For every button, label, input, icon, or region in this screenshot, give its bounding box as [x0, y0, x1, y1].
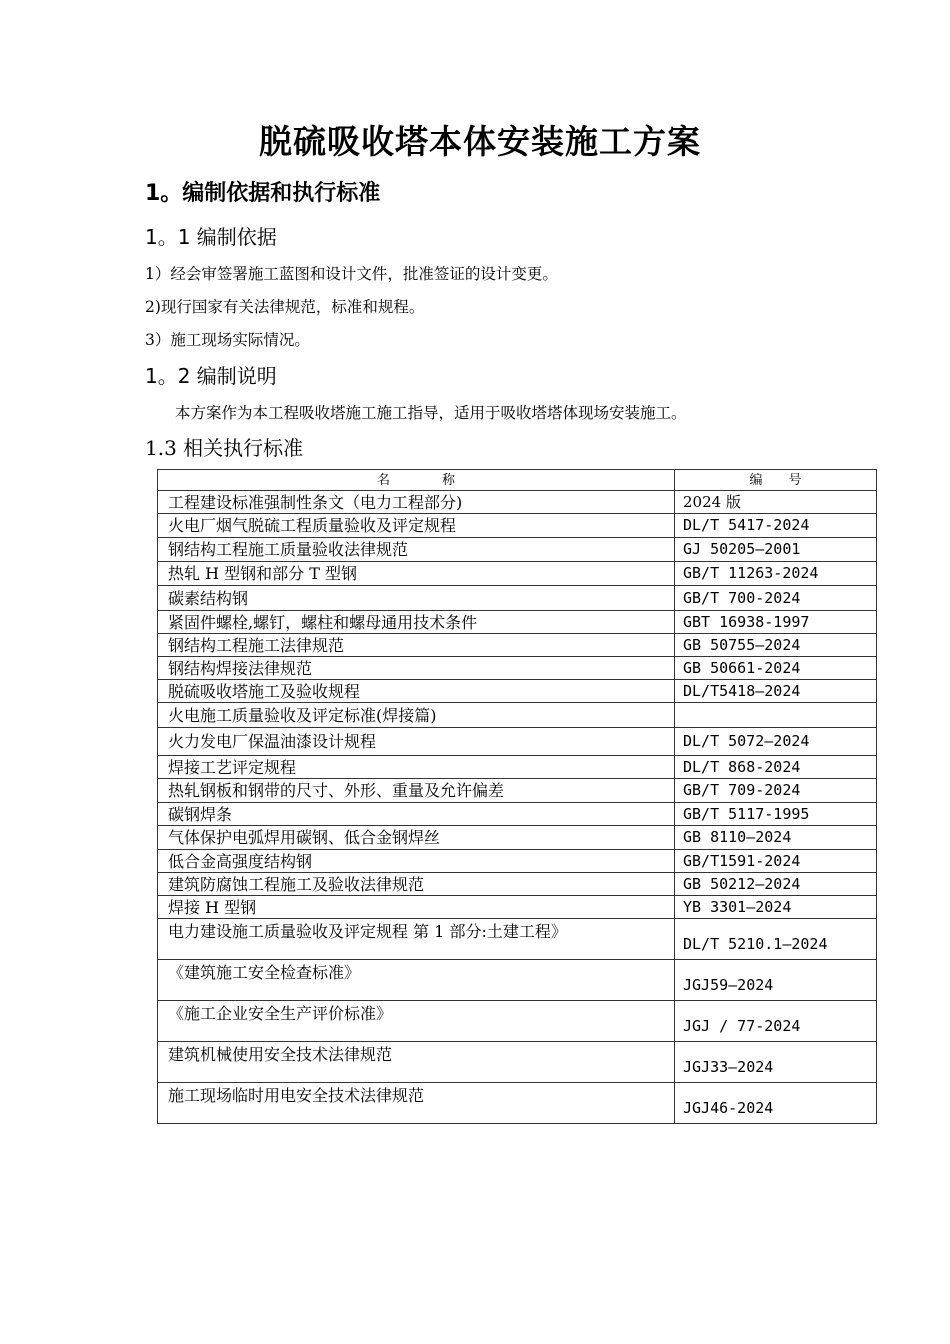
table-header-row: [158, 470, 877, 491]
header-code: 编 号: [675, 470, 877, 491]
document-title: 脱硫吸收塔本体安装施工方案: [259, 122, 701, 161]
table-row: [158, 514, 877, 538]
standard-name-cell: 脱硫吸收塔施工及验收规程: [158, 680, 675, 703]
table-row: [158, 1042, 877, 1083]
table-row: [158, 850, 877, 873]
table-row: [158, 538, 877, 562]
standard-code-cell: GBT 16938-1997: [675, 611, 877, 634]
standard-name-cell: 碳钢焊条: [158, 803, 675, 826]
table-row: [158, 680, 877, 703]
standards-table: [157, 469, 877, 1124]
standard-code-cell: JGJ46-2024: [675, 1083, 877, 1124]
table-row: [158, 634, 877, 657]
table-row: [158, 586, 877, 611]
standard-name-cell: 碳素结构钢: [158, 586, 675, 611]
table-row: [158, 562, 877, 586]
explanation-paragraph: 本方案作为本工程吸收塔施工施工指导，适用于吸收塔塔体现场安装施工。: [175, 404, 687, 422]
table-row: [158, 919, 877, 960]
table-row: [158, 491, 877, 514]
table-row: [158, 1001, 877, 1042]
standard-name-cell: 钢结构焊接法律规范: [158, 657, 675, 680]
standard-name-cell: 建筑防腐蚀工程施工及验收法律规范: [158, 873, 675, 896]
standard-name-cell: 紧固件螺栓,螺钉，螺柱和螺母通用技术条件: [158, 611, 675, 634]
standard-name-cell: 《施工企业安全生产评价标准》: [158, 1001, 675, 1042]
header-name: 名 称: [158, 470, 675, 491]
standard-name-cell: 建筑机械使用安全技术法律规范: [158, 1042, 675, 1083]
table-row: [158, 826, 877, 850]
standard-name-cell: 热轧 H 型钢和部分 T 型钢: [158, 562, 675, 586]
section-1-2-heading: 1。2 编制说明: [145, 364, 277, 388]
standard-code-cell: GB 50212—2024: [675, 873, 877, 896]
standard-code-cell: YB 3301—2024: [675, 896, 877, 919]
standard-code-cell: GJ 50205—2001: [675, 538, 877, 562]
table-row: [158, 728, 877, 756]
table-row: [158, 756, 877, 779]
basis-item-1: 1）经会审签署施工蓝图和设计文件，批准签证的设计变更。: [145, 265, 558, 283]
table-row: [158, 779, 877, 803]
table-body: [158, 491, 877, 1124]
standard-code-cell: GB 50755—2024: [675, 634, 877, 657]
standard-code-cell: JGJ / 77-2024: [675, 1001, 877, 1042]
table-row: [158, 960, 877, 1001]
standard-code-cell: GB/T 11263-2024: [675, 562, 877, 586]
table-row: [158, 1083, 877, 1124]
standard-name-cell: 热轧钢板和钢带的尺寸、外形、重量及允许偏差: [158, 779, 675, 803]
standard-code-cell: GB/T 709-2024: [675, 779, 877, 803]
standard-name-cell: 气体保护电弧焊用碳钢、低合金钢焊丝: [158, 826, 675, 850]
standard-code-cell: GB/T1591-2024: [675, 850, 877, 873]
table-row: [158, 611, 877, 634]
standard-code-cell: JGJ33—2024: [675, 1042, 877, 1083]
standard-name-cell: 钢结构工程施工法律规范: [158, 634, 675, 657]
basis-item-2: 2)现行国家有关法律规范，标准和规程。: [145, 298, 425, 316]
standard-name-cell: 焊接工艺评定规程: [158, 756, 675, 779]
standard-code-cell: GB/T 700-2024: [675, 586, 877, 611]
table-row: [158, 703, 877, 728]
standard-code-cell: GB 8110—2024: [675, 826, 877, 850]
standard-name-cell: 电力建设施工质量验收及评定规程 第 1 部分:土建工程》: [158, 919, 675, 960]
table-row: [158, 803, 877, 826]
standard-name-cell: 钢结构工程施工质量验收法律规范: [158, 538, 675, 562]
table-row: [158, 657, 877, 680]
section-1-3-heading: 1.3 相关执行标准: [145, 436, 304, 460]
section-1-1-heading: 1。1 编制依据: [145, 225, 277, 249]
standard-code-cell: DL/T 5210.1—2024: [675, 919, 877, 960]
standard-name-cell: 低合金高强度结构钢: [158, 850, 675, 873]
standard-code-cell: DL/T 868-2024: [675, 756, 877, 779]
standard-code-cell: DL/T5418—2024: [675, 680, 877, 703]
table-row: [158, 873, 877, 896]
standard-name-cell: 《建筑施工安全检查标准》: [158, 960, 675, 1001]
standard-code-cell: [675, 703, 877, 728]
standard-code-cell: DL/T 5417-2024: [675, 514, 877, 538]
table-row: [158, 896, 877, 919]
standard-name-cell: 火电施工质量验收及评定标准(焊接篇): [158, 703, 675, 728]
standard-code-cell: GB/T 5117-1995: [675, 803, 877, 826]
basis-item-3: 3）施工现场实际情况。: [145, 331, 310, 349]
standard-code-cell: GB 50661-2024: [675, 657, 877, 680]
section-1-heading: 1。编制依据和执行标准: [145, 181, 381, 206]
standard-name-cell: 工程建设标准强制性条文（电力工程部分): [158, 491, 675, 514]
standard-name-cell: 火电厂烟气脱硫工程质量验收及评定规程: [158, 514, 675, 538]
standard-code-cell: 2024 版: [675, 491, 877, 514]
standard-name-cell: 火力发电厂保温油漆设计规程: [158, 728, 675, 756]
standard-name-cell: 焊接 H 型钢: [158, 896, 675, 919]
standard-code-cell: DL/T 5072—2024: [675, 728, 877, 756]
standard-name-cell: 施工现场临时用电安全技术法律规范: [158, 1083, 675, 1124]
standard-code-cell: JGJ59—2024: [675, 960, 877, 1001]
